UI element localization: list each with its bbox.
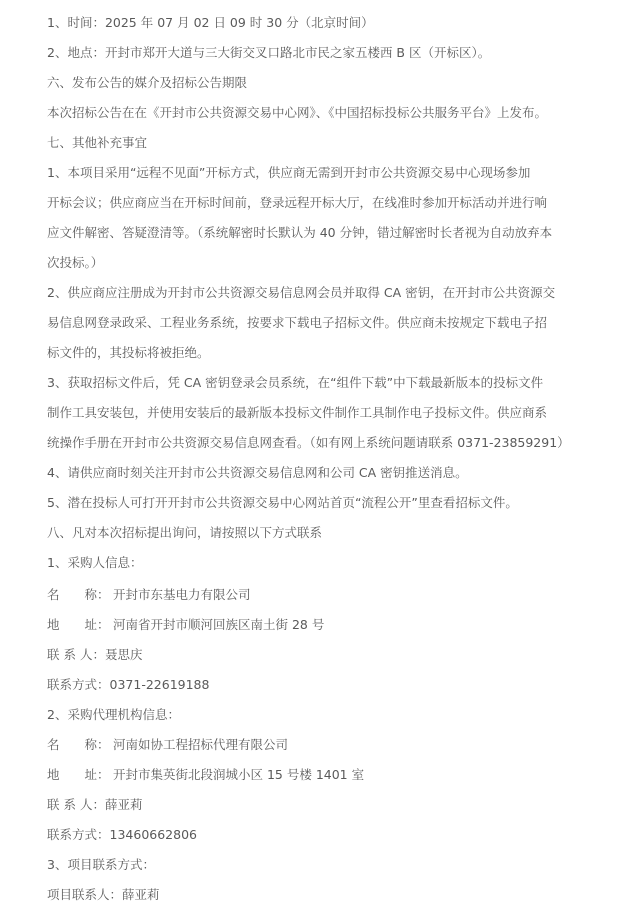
buyer-contact-value: 聂思庆 [104, 647, 143, 662]
buyer-heading: 1、采购人信息： [47, 555, 143, 570]
opening-time-line: 1、时间：2025 年 07 月 02 日 09 时 30 分（北京时间） [47, 15, 374, 30]
agency-contact-value: 薛亚莉 [104, 797, 143, 812]
buyer-phone-label: 联系方式： [47, 677, 110, 692]
item-2-line-1: 2、供应商应注册成为开封市公共资源交易信息网会员并取得 CA 密钥，在开封市公共资源交 [47, 285, 556, 300]
item-4-line: 4、请供应商时刻关注开封市公共资源交易信息网和公司 CA 密钥推送消息。 [47, 465, 468, 480]
item-1-line-1: 1、本项目采用“远程不见面”开标方式，供应商无需到开封市公共资源交易中心现场参加 [47, 165, 531, 180]
section-6-heading: 六、发布公告的媒介及招标公告期限 [47, 75, 248, 90]
buyer-name-row [47, 587, 251, 603]
item-3-line-3: 统操作手册在开封市公共资源交易信息网查看。（如有网上系统问题请联系 0371-23859291） [47, 435, 570, 450]
agency-name-label: 名 称： [47, 737, 110, 752]
item-1-line-4: 次投标。） [47, 255, 104, 270]
agency-phone-row [47, 827, 197, 843]
item-2-line-2: 易信息网登录政采、工程业务系统，按要求下载电子招标文件。供应商未按规定下载电子招 [47, 315, 548, 330]
agency-address-value: 开封市集英街北段润城小区 15 号楼 1401 室 [113, 767, 365, 782]
item-2-line-3: 标文件的，其投标将被拒绝。 [47, 345, 210, 360]
agency-phone-label: 联系方式： [47, 827, 110, 842]
section-7-heading: 七、其他补充事宜 [47, 135, 148, 150]
project-contact-value: 薛亚莉 [122, 887, 160, 902]
agency-address-row [47, 767, 364, 783]
buyer-contact-label: 联 系 人： [47, 647, 105, 662]
buyer-contact-row [47, 647, 142, 663]
section-8-heading: 八、凡对本次招标提出询问，请按照以下方式联系 [47, 525, 323, 540]
item-3-line-2: 制作工具安装包，并使用安装后的最新版本投标文件制作工具制作电子投标文件。供应商系 [47, 405, 548, 420]
agency-name-value: 河南如协工程招标代理有限公司 [113, 737, 289, 752]
buyer-name-value: 开封市东基电力有限公司 [113, 587, 251, 602]
item-3-line-1: 3、获取招标文件后，凭 CA 密钥登录会员系统，在“组件下载”中下载最新版本的投标文件 [47, 375, 544, 390]
project-contact-label: 项目联系人： [47, 887, 123, 902]
project-contact-row [47, 887, 160, 903]
opening-place-line: 2、地点：开封市郑开大道与三大街交叉口路北市民之家五楼西 B 区（开标区）。 [47, 45, 491, 60]
buyer-phone-value: 0371-22619188 [109, 677, 210, 692]
agency-address-label: 地 址： [47, 767, 110, 782]
agency-name-row [47, 737, 288, 753]
agency-phone-value: 13460662806 [109, 827, 197, 842]
buyer-address-label: 地 址： [47, 617, 110, 632]
item-5-line: 5、潜在投标人可打开开封市公共资源交易中心网站首页“流程公开”里查看招标文件。 [47, 495, 518, 510]
project-contact-heading: 3、项目联系方式： [47, 857, 155, 872]
item-1-line-3: 应文件解密、答疑澄清等。（系统解密时长默认为 40 分钟，错过解密时长者视为自动放弃本 [47, 225, 553, 240]
agency-contact-row [47, 797, 142, 813]
buyer-address-value: 河南省开封市顺河回族区南土街 28 号 [113, 617, 325, 632]
buyer-name-label: 名 称： [47, 587, 110, 602]
section-6-body: 本次招标公告在在《开封市公共资源交易中心网》、《中国招标投标公共服务平台》上发布。 [47, 105, 548, 120]
item-1-line-2: 开标会议；供应商应当在开标时间前，登录远程开标大厅，在线准时参加开标活动并进行响 [47, 195, 548, 210]
buyer-address-row [47, 617, 324, 633]
agency-contact-label: 联 系 人： [47, 797, 105, 812]
buyer-phone-row [47, 677, 209, 693]
agency-heading: 2、采购代理机构信息： [47, 707, 180, 722]
